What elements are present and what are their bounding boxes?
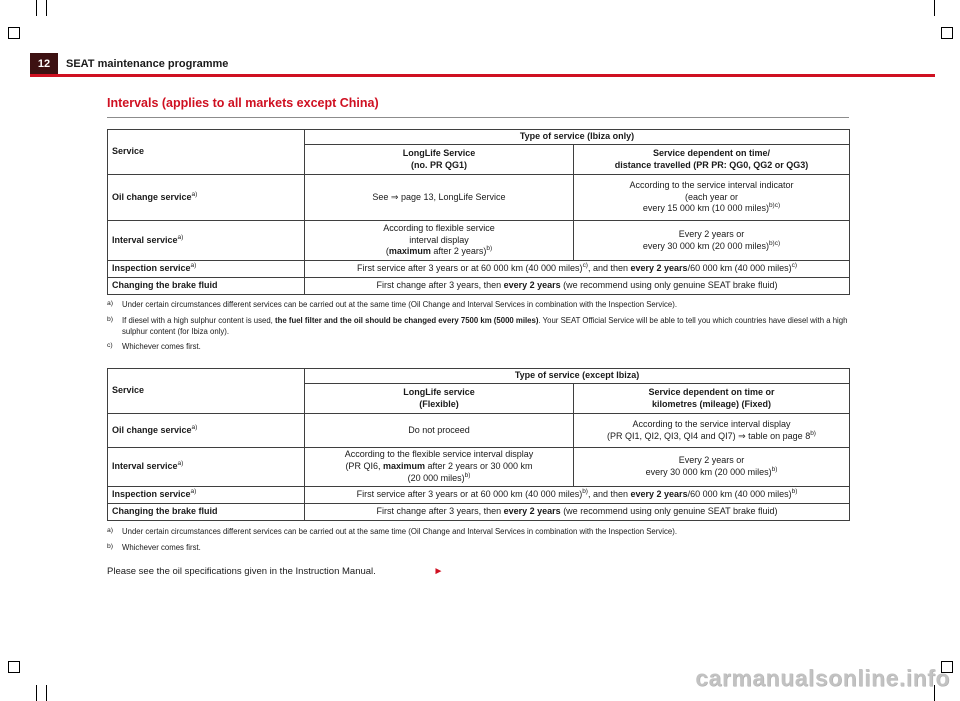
cell-brake-fluid: First change after 3 years, then every 2 years (we recommend using only genuine SEAT brake fluid): [305, 278, 850, 295]
crop-mark: [8, 661, 20, 673]
cell-brake-fluid: First change after 3 years, then every 2 years (we recommend using only genuine SEAT brake fluid): [305, 503, 850, 520]
row-label-inspection-service: Inspection service$^{a)}$: [108, 261, 305, 278]
column-header-time-km: Service dependent on time or kilometres (mileage) (Fixed): [574, 384, 850, 414]
cell-interval-fixed: Every 2 years or every 30 000 km (20 000 miles)$^{b)}$: [574, 448, 850, 487]
crop-mark: [8, 27, 20, 39]
cell-oil-change-fixed: According to the service interval display (PR QI1, QI2, QI3, QI4 and QI7) ⇒ table on page 8$^{b)}$: [574, 414, 850, 448]
row-label-oil-change: Oil change service$^{a)}$: [108, 414, 305, 448]
cell-interval-longlife: According to flexible service interval display (maximum after 2 years)$^{b)}$: [305, 221, 574, 261]
footnote-text: Under certain circumstances different services can be carried out at the same time (Oil Change and Interval Services in combination with the Inspection Service).: [122, 527, 677, 536]
footnote: [107, 316, 849, 338]
cell-oil-change-longlife: Do not proceed: [305, 414, 574, 448]
column-header-longlife: LongLife service (Flexible): [305, 384, 574, 414]
footnote: [107, 300, 849, 311]
row-label-inspection-service: Inspection service$^{a)}$: [108, 486, 305, 503]
table-row: [108, 175, 850, 221]
footnote-marker: b): [107, 542, 114, 550]
continuation-arrow-icon: ►: [433, 566, 444, 577]
row-label-brake-fluid: Changing the brake fluid: [108, 278, 305, 295]
page-number-box: [30, 53, 58, 74]
column-group-header: Type of service (except Ibiza): [305, 369, 850, 384]
column-header-time-distance: Service dependent on time/ distance travelled (PR PR: QG0, QG2 or QG3): [574, 145, 850, 175]
cell-interval-fixed: Every 2 years or every 30 000 km (20 000 miles)$^{b)c)}$: [574, 221, 850, 261]
section-heading: Intervals (applies to all markets except China): [107, 96, 379, 110]
row-label-brake-fluid: Changing the brake fluid: [108, 503, 305, 520]
footnotes-table1: [107, 300, 849, 358]
cell-oil-change-longlife: See ⇒ page 13, LongLife Service: [305, 175, 574, 221]
cell-oil-change-fixed: According to the service interval indicator (each year or every 15 000 km (10 000 miles)$^{b)c)}$: [574, 175, 850, 221]
footnote-text: Whichever comes first.: [122, 542, 201, 552]
crop-mark: [36, 0, 37, 16]
footnote-text: If diesel with a high sulphur content is used, the fuel filter and the oil should be changed every 7500 km (5000 miles). Your SEAT Official Service will be able to tell you which countries have diesel with a high sulphur content (for Ibiza only).: [122, 315, 848, 336]
closing-note: [107, 566, 443, 577]
table-row: [108, 261, 850, 278]
service-intervals-table-except-ibiza: [107, 368, 850, 521]
header-red-rule: [30, 74, 935, 77]
footnote-marker: c): [107, 342, 113, 350]
footnote: [107, 342, 849, 353]
cell-inspection: First service after 3 years or at 60 000 km (40 000 miles)$^{b)}$, and then every 2 years/60 000 km (40 000 miles)$^{b)}$: [305, 486, 850, 503]
table-row: [108, 486, 850, 503]
table-header-row: [108, 369, 850, 384]
heading-underline: [107, 117, 849, 118]
crop-mark: [934, 0, 935, 16]
row-label-interval-service: Interval service$^{a)}$: [108, 448, 305, 487]
cell-interval-longlife: According to the flexible service interval display (PR QI6, maximum after 2 years or 30 000 km (20 000 miles)$^{b)}$: [305, 448, 574, 487]
column-header-service: Service: [108, 369, 305, 414]
service-intervals-table-ibiza: [107, 129, 850, 295]
column-group-header: Type of service (Ibiza only): [305, 130, 850, 145]
footnote-text: Under certain circumstances different services can be carried out at the same time (Oil Change and Interval Services in combination with the Inspection Service).: [122, 300, 677, 309]
column-header-longlife: LongLife Service (no. PR QG1): [305, 145, 574, 175]
page-number: 12: [37, 57, 51, 70]
crop-mark: [36, 685, 37, 701]
row-label-interval-service: Interval service$^{a)}$: [108, 221, 305, 261]
footnotes-table2: [107, 527, 849, 559]
cell-inspection: First service after 3 years or at 60 000 km (40 000 miles)$^{c)}$, and then every 2 years/60 000 km (40 000 miles)$^{c)}$: [305, 261, 850, 278]
table-header-row: [108, 130, 850, 145]
crop-mark: [46, 0, 47, 16]
table-row: [108, 448, 850, 487]
watermark: carmanualsonline.info: [695, 665, 950, 691]
crop-mark: [46, 685, 47, 701]
crop-mark: [941, 27, 953, 39]
chapter-title: SEAT maintenance programme: [66, 58, 229, 70]
row-label-oil-change: Oil change service$^{a)}$: [108, 175, 305, 221]
footnote-text: Whichever comes first.: [122, 342, 201, 352]
closing-note-text: Please see the oil specifications given in the Instruction Manual.: [107, 566, 376, 577]
footnote-marker: a): [107, 527, 114, 534]
footnote: [107, 543, 849, 554]
footnote-marker: b): [107, 315, 114, 323]
table-row: [108, 278, 850, 295]
table-row: [108, 503, 850, 520]
table-row: [108, 221, 850, 261]
column-header-service: Service: [108, 130, 305, 175]
footnote: [107, 527, 849, 538]
table-row: [108, 414, 850, 448]
footnote-marker: a): [107, 300, 114, 307]
